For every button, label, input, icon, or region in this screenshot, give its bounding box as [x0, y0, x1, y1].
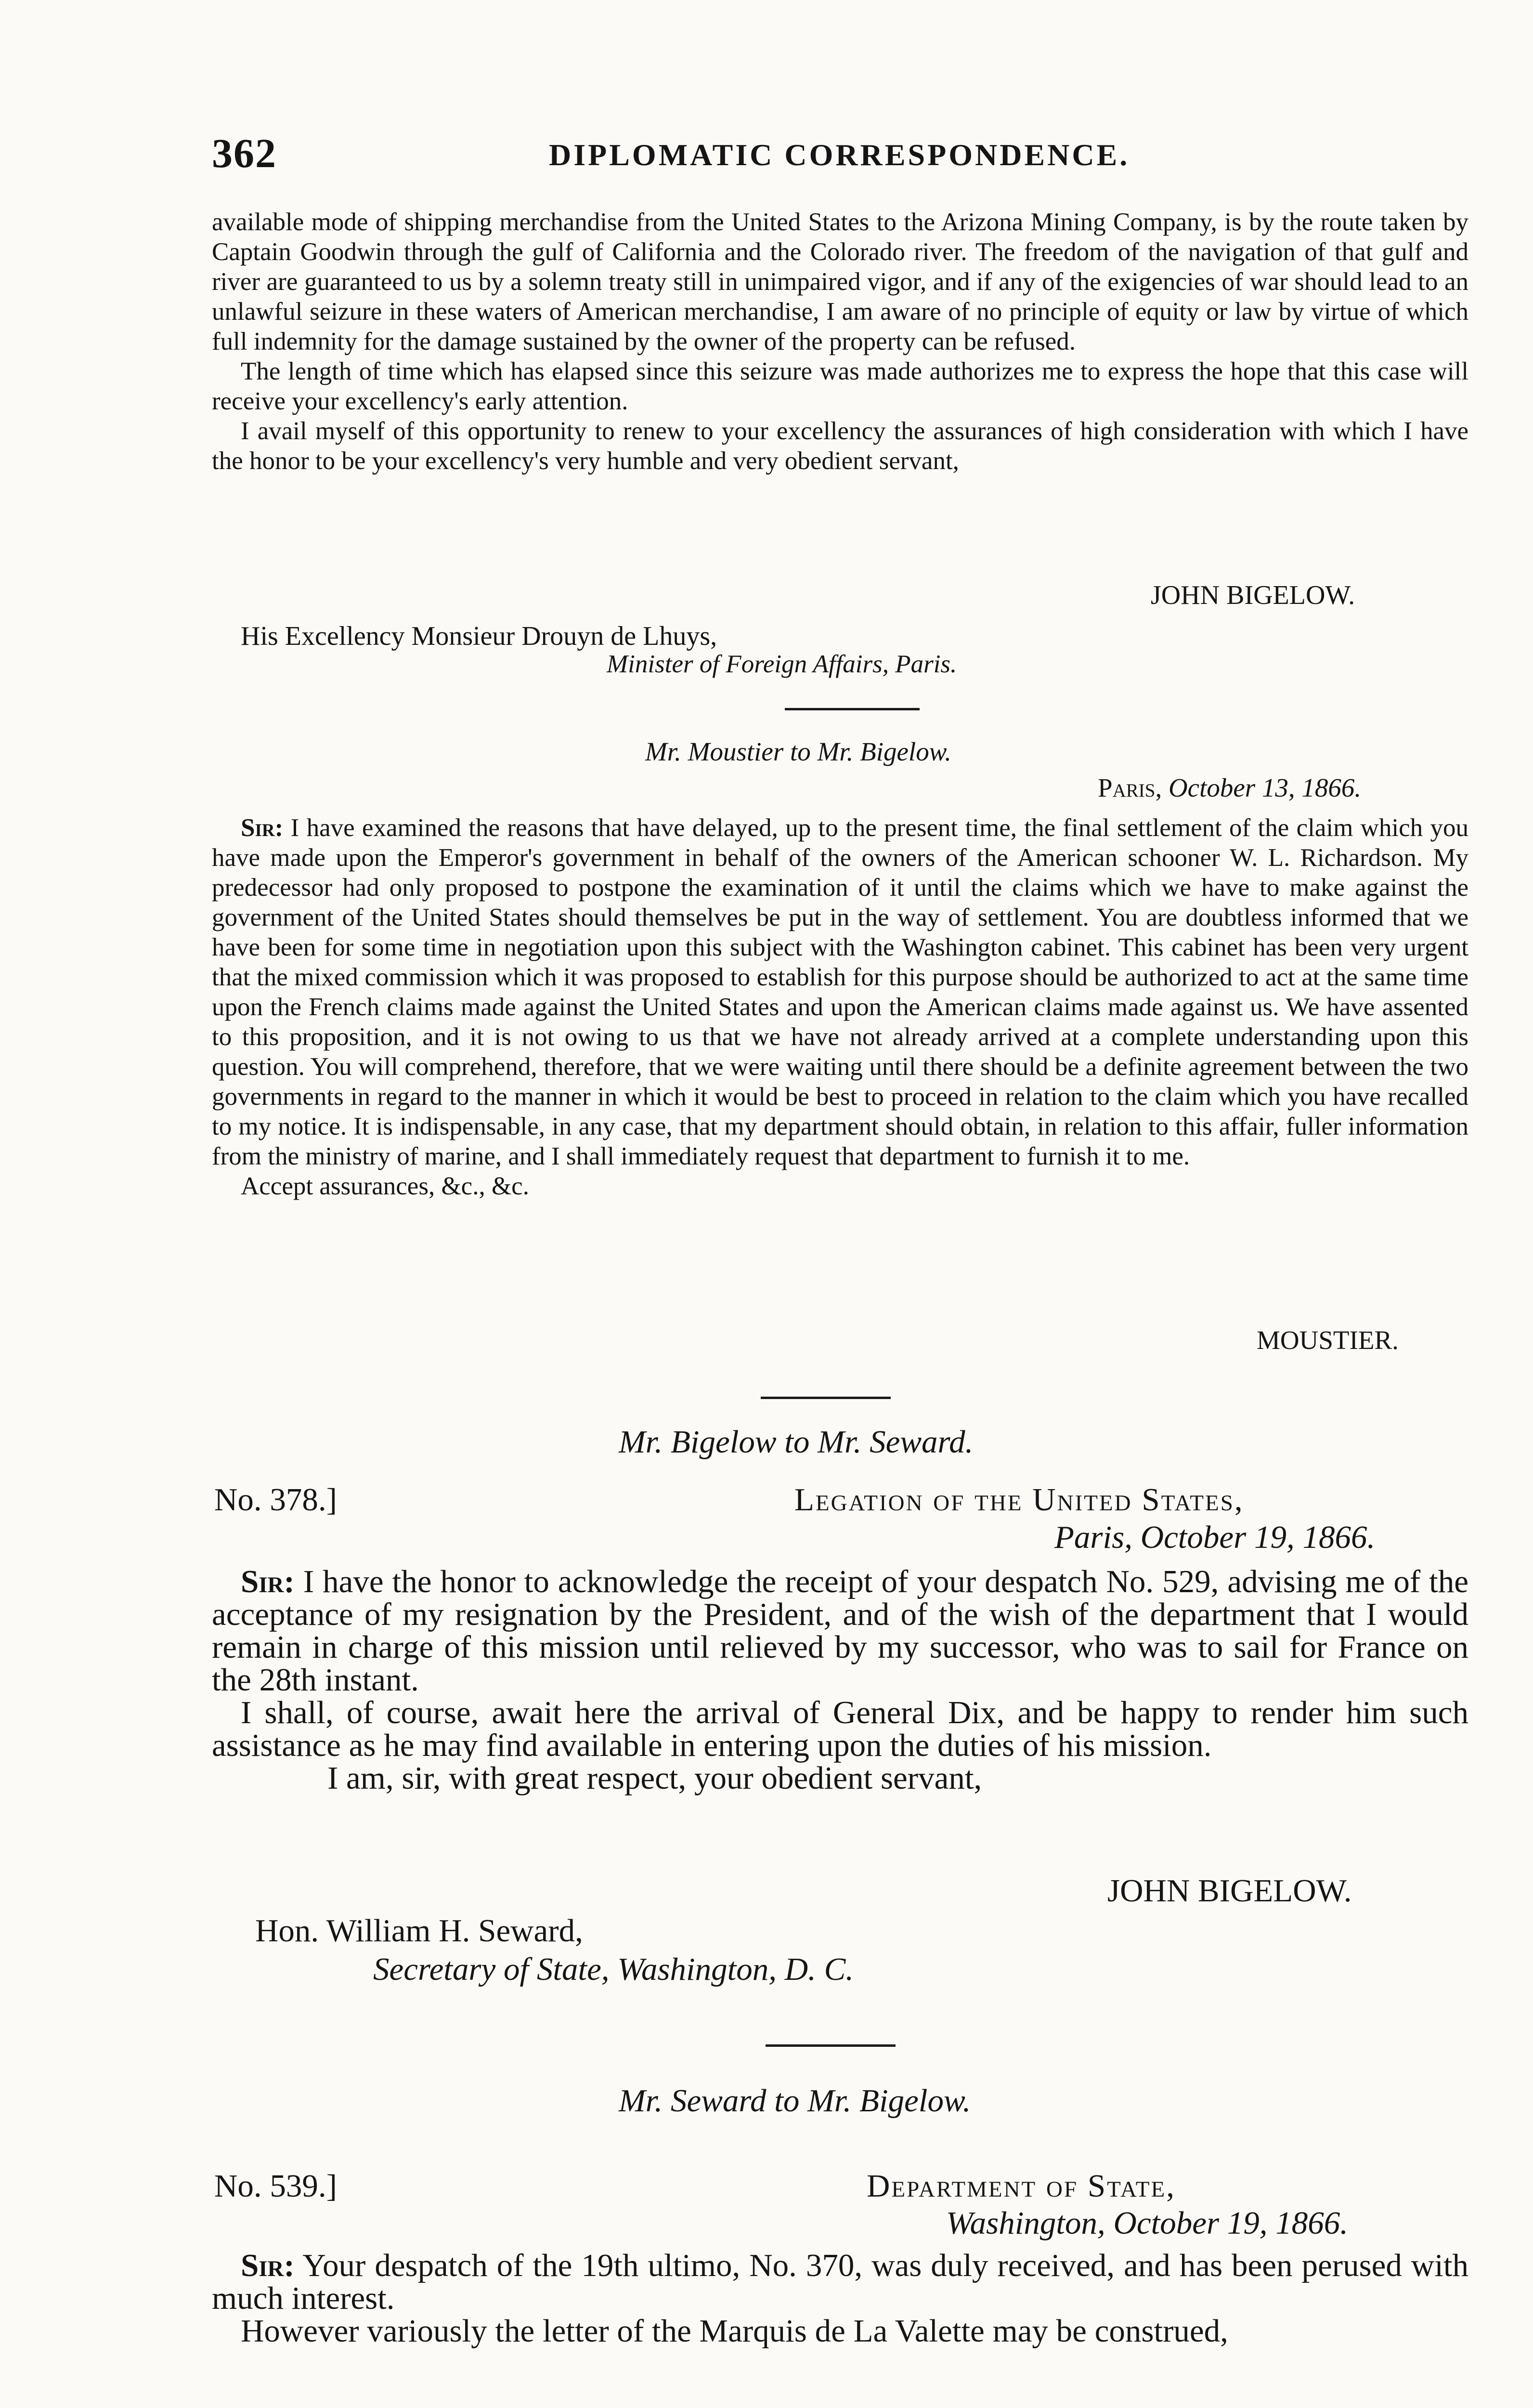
- letter3-closing: I am, sir, with great respect, your obedient servant,: [327, 1760, 982, 1796]
- letter2-closing: Accept assurances, &c., &c.: [241, 1172, 529, 1200]
- section-divider: [766, 2044, 896, 2047]
- letter3-dateline-line2: Paris, October 19, 1866.: [1054, 1519, 1376, 1555]
- letter1-paragraph: I avail myself of this opportunity to renew to your excellency the assurances of high consideration with which I have the honor to be your excellency's very humble and very obedient servant,: [212, 417, 1468, 475]
- addressee-name: His Excellency Monsieur Drouyn de Lhuys,: [241, 621, 717, 651]
- section-divider: [785, 708, 920, 710]
- letter3-number: No. 378.]: [214, 1482, 337, 1518]
- letter3-text: I shall, of course, await here the arrival of General Dix, and be happy to render him such assistance as he may find available in entering upon the duties of his mission.: [212, 1695, 1468, 1763]
- letter3-text: I have the honor to acknowledge the receipt of your despatch No. 529, advising me of the acceptance of my resignation by the President, and of the wish of the department that I would remain in charge of this mission until relieved by my successor, who was to sail for France on the 28th instant.: [212, 1564, 1469, 1698]
- dateline-date: October 13, 1866.: [1168, 773, 1362, 802]
- letter4-heading: Mr. Seward to Mr. Bigelow.: [619, 2083, 971, 2119]
- letter2-dateline: [1098, 773, 1361, 803]
- letter4-body: [212, 2249, 1468, 2347]
- addressee-name: Hon. William H. Seward,: [255, 1913, 583, 1949]
- letter2-body: [212, 813, 1468, 1201]
- letter2-text: I have examined the reasons that have delayed, up to the present time, the final settlement of the claim which you have made upon the Emperor's government in behalf of the owners of the American schooner W. L. Richardson. My predecessor had only proposed to postpone the examination of it until the claims which we have to make against the government of the United States should themselves be put in the way of settlement. You are doubtless informed that we have been for some time in negotiation upon this subject with the Washington cabinet. This cabinet has been very urgent that the mixed commission which it was proposed to establish for this purpose should be authorized to act at the same time upon the French claims made against the United States and upon the American claims made against us. We have assented to this proposition, and it is not owing to us that we have not already arrived at a complete understanding upon this question. You will comprehend, therefore, that we were waiting until there should be a definite agreement between the two governments in regard to the manner in which it would be best to proceed in relation to the claim which you have recalled to my notice. It is indispensable, in any case, that my department should obtain, in relation to this affair, fuller information from the ministry of marine, and I shall immediately request that department to furnish it to me.: [212, 814, 1468, 1170]
- letter4-text: Your despatch of the 19th ultimo, No. 370, was duly received, and has been perused with much interest.: [212, 2248, 1468, 2316]
- letter4-dateline-line1: Department of State,: [867, 2168, 1176, 2204]
- salutation: Sir:: [241, 1564, 295, 1599]
- salutation: Sir:: [241, 2248, 295, 2283]
- letter1-signature: JOHN BIGELOW.: [1151, 580, 1355, 610]
- letter1-paragraph: The length of time which has elapsed since this seizure was made authorizes me to express the hope that this case will receive your excellency's early attention.: [212, 357, 1468, 415]
- letter1-addressee-title: Minister of Foreign Affairs, Paris.: [607, 650, 957, 678]
- salutation: Sir:: [241, 814, 284, 842]
- dateline-place: Paris,: [1098, 773, 1162, 802]
- page-number: 362: [212, 130, 277, 176]
- letter3-signature: JOHN BIGELOW.: [1107, 1873, 1352, 1909]
- letter2-heading: Mr. Moustier to Mr. Bigelow.: [645, 737, 952, 766]
- letter2-signature: MOUSTIER.: [1257, 1325, 1399, 1355]
- letter1-body: [212, 207, 1468, 476]
- letter3-heading: Mr. Bigelow to Mr. Seward.: [619, 1424, 974, 1460]
- letter3-dateline-line1: Legation of the United States,: [794, 1482, 1244, 1518]
- letter4-number: No. 539.]: [214, 2168, 337, 2204]
- letter3-body: [212, 1565, 1468, 1794]
- letter1-paragraph: available mode of shipping merchandise from the United States to the Arizona Mining Company, is by the route taken by Captain Goodwin through the gulf of California and the Colorado river. The freedom of the navigation of that gulf and river are guaranteed to us by a solemn treaty still in unimpaired vigor, and if any of the exigencies of war should lead to an unlawful seizure in these waters of American merchandise, I am aware of no principle of equity or law by virtue of which full indemnity for the damage sustained by the owner of the property can be refused.: [212, 208, 1468, 355]
- letter4-dateline-line2: Washington, October 19, 1866.: [946, 2205, 1349, 2241]
- letter3-addressee-title: Secretary of State, Washington, D. C.: [373, 1951, 854, 1987]
- running-title: DIPLOMATIC CORRESPONDENCE.: [549, 138, 1130, 172]
- letter4-text: However variously the letter of the Marquis de La Valette may be construed,: [241, 2313, 1228, 2349]
- section-divider: [761, 1397, 891, 1399]
- letter3-addressee: [255, 1914, 583, 1947]
- letter1-addressee: [241, 621, 717, 651]
